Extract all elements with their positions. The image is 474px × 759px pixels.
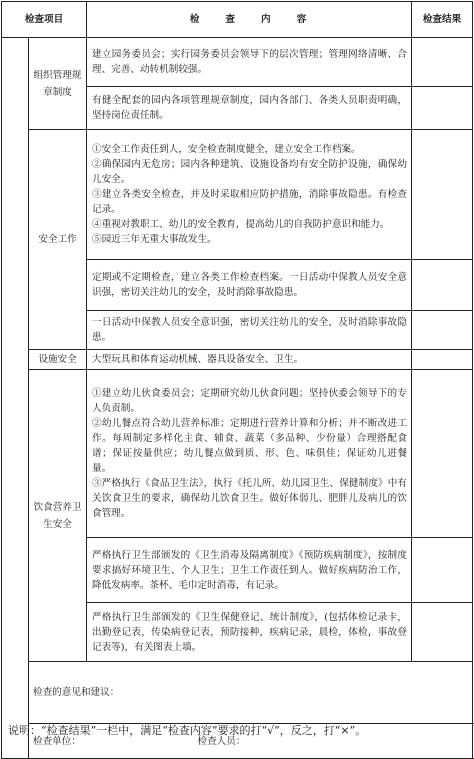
table-row bbox=[2, 38, 473, 87]
content-line: ①建立幼儿伙食委员会；定期研究幼儿伙食问题；坚持伙委会领导下的专人负责制。 bbox=[92, 388, 407, 414]
table-header bbox=[2, 2, 473, 38]
result-cell[interactable] bbox=[412, 260, 473, 311]
inspection-table bbox=[1, 1, 473, 759]
result-cell[interactable] bbox=[412, 311, 473, 350]
unit-label: 检查单位： bbox=[33, 735, 81, 747]
result-cell[interactable] bbox=[412, 130, 473, 260]
content-cell: 建立园务委员会；实行园务委员会领导下的层次管理；管理网络清晰、合理、完善、动转机制较强。 bbox=[87, 38, 412, 87]
table-row bbox=[2, 130, 473, 260]
content-line: ①安全工作责任到人，安全检查制度健全，建立安全工作档案。 bbox=[92, 144, 361, 155]
content-cell: 有健全配套的园内各项管理规章制度，园内各部门、各类人员职责明确，坚持岗位责任制。 bbox=[87, 87, 412, 130]
remarks-field[interactable]: 检查的意见和建议： bbox=[29, 662, 473, 724]
content-cell: 严格执行卫生部颁发的《卫生消毒及隔离制度》《预防疾病制度》，按制度要求搞好环境卫生、个人卫生；卫生工作责任到人。做好疾病防治工作，降低发病率。茶杯、毛巾定时消毒，有记录。 bbox=[87, 538, 412, 603]
result-cell[interactable] bbox=[412, 370, 473, 538]
content-cell: 严格执行卫生部颁发的《卫生保健登记、统计制度》，(包括体检记录卡，出勤登记表，传染病登记表，预防接种，疾病记录，晨检，体检，事故登记表等)，有关图表上墙。 bbox=[87, 603, 412, 662]
content-cell bbox=[87, 370, 412, 538]
header-content: 检查内容 bbox=[87, 2, 412, 38]
content-line: ②确保园内无危房；园内各种建筑、设施设备均有安全防护设施，确保幼儿安全。 bbox=[92, 159, 407, 185]
content-line: ③建立各类安全检查，并及时采取相应防护措施，消除事故隐患。有检查记录。 bbox=[92, 189, 407, 215]
content-cell: 大型玩具和体育运动机械、器具设备安全、卫生。 bbox=[87, 350, 412, 370]
outer-blank-cell bbox=[2, 38, 29, 759]
content-line: ②幼儿餐点符合幼儿营养标准；定期进行营养计算和分析；并不断改进工作。每周制定多样化主食、辅食、蔬菜（多品种、少份量）合理搭配食谱；保证按量供应；幼儿餐点做到质、形、色、味俱佳；保证幼儿进餐量。 bbox=[92, 418, 407, 474]
content-line: ③严格执行《食品卫生法》，执行《托儿所、幼儿园卫生、保健制度》中有关饮食卫生的要求，确保幼儿饮食卫生。做好体弱儿、肥胖儿及病儿的饮食管理。 bbox=[92, 478, 407, 519]
content-line: ⑤园近三年无重大事故发生。 bbox=[92, 234, 217, 245]
content-cell: 定期或不定期检查，建立各类工作检查档案。一日活动中保教人员安全意识强，密切关注幼儿的安全，及时消除事故隐患。 bbox=[87, 260, 412, 311]
footnote: 说明：“检查结果”一栏中，满足“检查内容”要求的打“√”，反之，打“×”。 bbox=[8, 724, 367, 737]
header-result: 检查结果 bbox=[412, 2, 473, 38]
inspector-label: 检查人员： bbox=[197, 735, 246, 747]
header-item: 检查项目 bbox=[2, 2, 87, 38]
table-row bbox=[2, 370, 473, 538]
category-safety: 安全工作 bbox=[29, 130, 87, 350]
result-cell[interactable] bbox=[412, 603, 473, 662]
category-org: 组织管理规章制度 bbox=[29, 38, 87, 130]
result-cell[interactable] bbox=[412, 38, 473, 87]
category-food: 饮食营养卫生安全 bbox=[29, 370, 87, 662]
content-line: ④重视对教职工、幼儿的安全教育，提高幼儿的自我防护意识和能力。 bbox=[92, 219, 390, 230]
result-cell[interactable] bbox=[412, 87, 473, 130]
content-cell: 一日活动中保教人员安全意识强，密切关注幼儿的安全，及时消除事故隐患。 bbox=[87, 311, 412, 350]
remarks-row bbox=[2, 662, 473, 724]
result-cell[interactable] bbox=[412, 350, 473, 370]
category-facility: 设施安全 bbox=[29, 350, 87, 370]
table-row bbox=[2, 350, 473, 370]
content-cell bbox=[87, 130, 412, 260]
result-cell[interactable] bbox=[412, 538, 473, 603]
